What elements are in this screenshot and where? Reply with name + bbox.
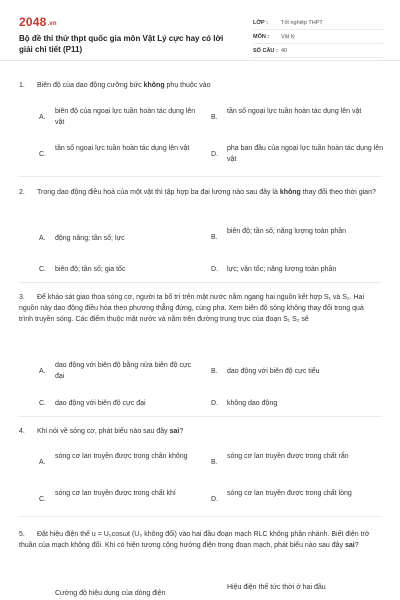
- option-text: Cường độ hiệu dụng của dòng điện: [55, 590, 166, 597]
- question-number: 1.: [19, 82, 25, 89]
- option-label: D.: [211, 266, 218, 273]
- option-label: A.: [39, 459, 46, 466]
- meta-key: SỐ CÂU :: [253, 47, 278, 54]
- option-text: sóng cơ lan truyền được trong chất lỏng: [227, 490, 352, 497]
- meta-row-class: [253, 16, 383, 30]
- question-number: 5.: [19, 531, 25, 538]
- option-label: D.: [211, 151, 218, 158]
- question-5: [19, 529, 379, 551]
- meta-row-subject: [253, 30, 383, 44]
- question-4: [19, 426, 379, 437]
- option-label: D.: [211, 400, 218, 407]
- question-emphasis: sai: [169, 428, 180, 435]
- meta-value: 40: [281, 47, 288, 54]
- option-text: dao động với biên độ cực đại: [55, 400, 146, 407]
- option-label: C.: [39, 400, 46, 407]
- option-label: B.: [211, 234, 218, 241]
- option-text: biên độ; tần số; gia tốc: [55, 266, 126, 273]
- logo[interactable]: [19, 15, 57, 29]
- question-text-after: ?: [179, 428, 184, 435]
- option-text: không dao động: [227, 400, 278, 407]
- option-label: C.: [39, 496, 46, 503]
- question-emphasis: không: [279, 189, 301, 196]
- question-text-after: ?: [354, 542, 359, 549]
- question-text: Trong dao động điều hoà của một vật thì tập hợp ba đại lượng nào sau đây là: [37, 189, 280, 196]
- option-text: biên độ của ngoại lực tuần hoàn tác dụng lên vật: [55, 108, 196, 126]
- option-label: C.: [39, 266, 46, 273]
- meta-value: Tốt nghiệp THPT: [281, 19, 323, 26]
- option-label: A.: [39, 235, 46, 242]
- question-2: [19, 187, 379, 198]
- option-text: tần số ngoại lực tuần hoàn tác dụng lên vật: [55, 145, 190, 152]
- option-text: dao động với biên độ cực tiểu: [227, 368, 320, 375]
- header: [0, 0, 400, 61]
- option-text: Hiệu điện thế tức thời ở hai đầu: [227, 584, 326, 591]
- option-text: sóng cơ lan truyền được trong chất khí: [55, 490, 176, 497]
- question-number: 3.: [19, 294, 25, 301]
- option-text: sóng cơ lan truyền được trong chân không: [55, 453, 188, 460]
- logo-text: 2048: [19, 15, 47, 29]
- meta-key: LỚP :: [253, 19, 268, 26]
- option-label: B.: [211, 114, 218, 121]
- option-text: lực; vận tốc; năng lượng toàn phần: [227, 266, 337, 273]
- page-title: Bộ đề thi thử thpt quốc gia môn Vật Lý cực hay có lời giải chi tiết (P11): [19, 34, 224, 54]
- option-text: pha ban đầu của ngoại lực tuần hoàn tác dụng lên vật: [227, 145, 384, 163]
- question-3: [19, 292, 379, 325]
- question-text: Đặt hiệu điện thế u = U₀cosωt (U₀ không đổi) vào hai đầu đoạn mạch RLC không phân nhánh. Biết điện trở thuần của mạch không đổi. Khi có hiện tượng cộng hưởng điện trong đoạn mạch, phát biểu nào sau đây: [19, 531, 370, 549]
- option-text: sóng cơ lan truyền được trong chất rắn: [227, 453, 349, 460]
- question-text-after: phụ thuộc vào: [164, 82, 211, 89]
- question-1: [19, 80, 379, 91]
- meta-row-count: [253, 44, 383, 58]
- question-text: Để khảo sát giao thoa sóng cơ, người ta bố trí trên mặt nước nằm ngang hai nguồn kết hợp S₁ và S₂. Hai nguồn này dao động điều hòa theo phương thẳng đứng, cùng pha. Xem biên độ sóng không thay đổi trong quá trình truyền sóng. Các điểm thuộc mặt nước và nằm trên đường trung trực của đoạn S₁ S₂ sẽ: [19, 294, 364, 323]
- question-text: Khi nói về sóng cơ, phát biểu nào sau đây: [37, 428, 170, 435]
- logo-suffix: .vn: [47, 21, 57, 27]
- divider: [19, 516, 381, 517]
- option-label: A.: [39, 114, 46, 121]
- question-number: 4.: [19, 428, 25, 435]
- divider: [19, 176, 381, 177]
- question-emphasis: không: [143, 82, 165, 89]
- option-label: A.: [39, 368, 46, 375]
- question-number: 2.: [19, 189, 25, 196]
- question-text-after: thay đổi theo thời gian?: [300, 189, 376, 196]
- meta-value: Vật lý: [281, 33, 295, 40]
- option-text: biên độ; tần số; năng lượng toàn phần: [227, 228, 347, 235]
- divider: [19, 282, 381, 283]
- question-text: Biên độ của dao động cưỡng bức: [37, 82, 144, 89]
- option-text: tần số ngoại lực tuần hoàn tác dụng lên vật: [227, 108, 362, 115]
- question-emphasis: sai: [345, 542, 355, 549]
- meta-table: [253, 16, 383, 58]
- divider: [19, 416, 381, 417]
- option-text: động năng; tần số; lực: [55, 235, 125, 242]
- option-label: B.: [211, 459, 218, 466]
- meta-key: MÔN :: [253, 33, 270, 40]
- option-label: C.: [39, 151, 46, 158]
- option-text: dao động với biên độ bằng nửa biên độ cực đại: [55, 362, 192, 380]
- option-label: B.: [211, 368, 218, 375]
- option-label: D.: [211, 496, 218, 503]
